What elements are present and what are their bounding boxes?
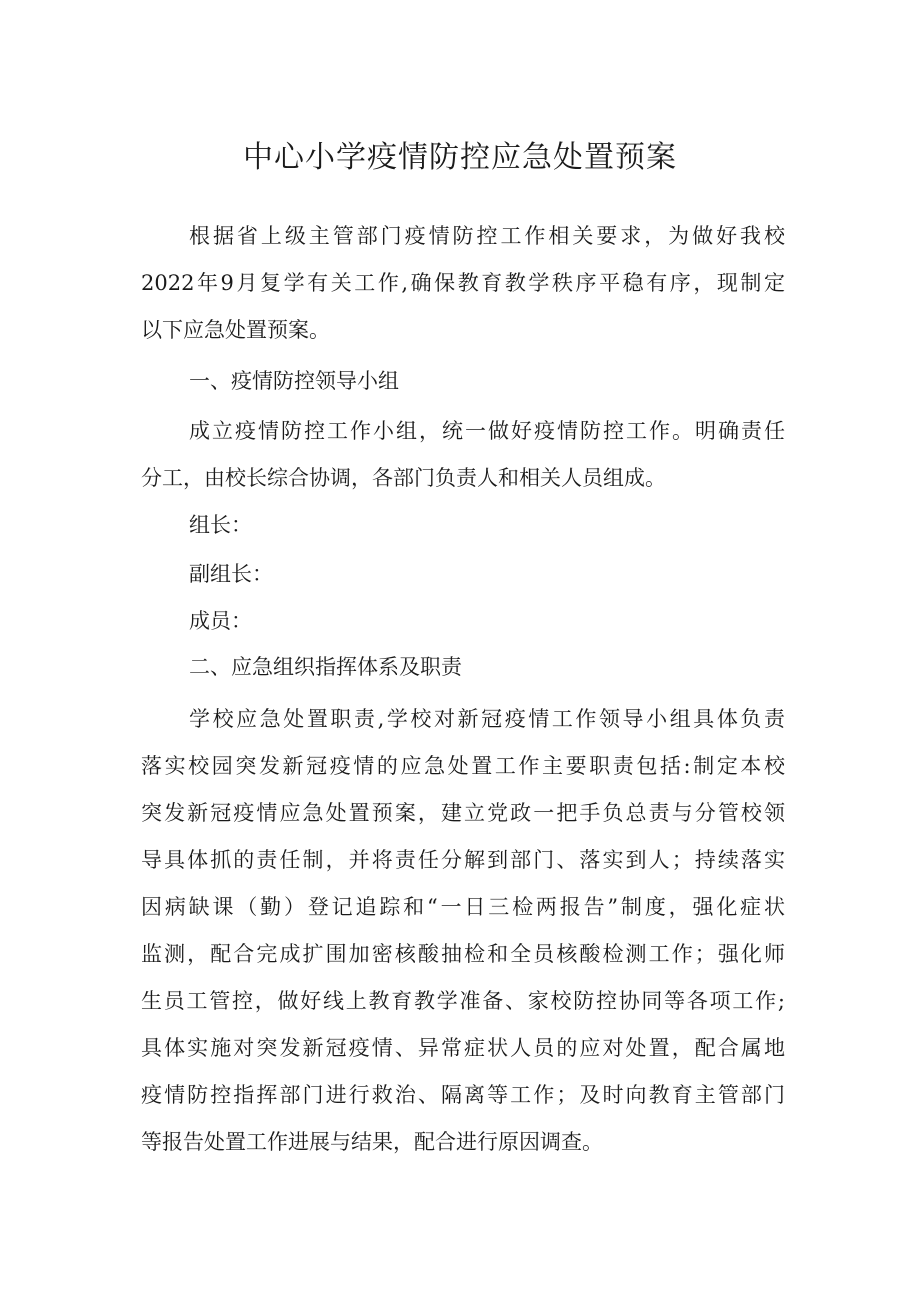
section2-line-3: 突发新冠疫情应急处置预案，建立党政一把手负总责与分管校领 (141, 801, 785, 825)
intro-paragraph (141, 213, 785, 354)
section2-paragraph (141, 696, 785, 1166)
intro-line-1: 根据省上级主管部门疫情防控工作相关要求，为做好我校 (189, 224, 785, 248)
section2-line-10: 等报告处置工作进展与结果，配合进行原因调查。 (141, 1130, 603, 1154)
section2-line-6: 监测，配合完成扩围加密核酸抽检和全员核酸检测工作；强化师 (141, 942, 785, 966)
section2-line-5: 因病缺课（勤）登记追踪和“一日三检两报告”制度，强化症状 (141, 895, 785, 919)
document-title: 中心小学疫情防控应急处置预案 (243, 140, 677, 175)
section1-line-2: 分工，由校长综合协调，各部门负责人和相关人员组成。 (141, 466, 666, 490)
section2-line-4: 导具体抓的责任制，并将责任分解到部门、落实到人；持续落实 (141, 848, 785, 872)
member-label: 成员： (189, 609, 252, 633)
section2-line-7: 生员工管控，做好线上教育教学准备、家校防控协同等各项工作; (141, 989, 785, 1013)
section1-paragraph (141, 408, 785, 502)
section2-line-2: 落实校园突发新冠疫情的应急处置工作主要职责包括:制定本校 (141, 754, 785, 778)
deputy-label: 副组长： (189, 562, 273, 586)
intro-line-2: 2022年9月复学有关工作,确保教育教学秩序平稳有序，现制定 (141, 271, 785, 295)
section1-line-1: 成立疫情防控工作小组，统一做好疫情防控工作。明确责任 (189, 419, 785, 443)
leader-label: 组长： (189, 513, 252, 537)
intro-line-3: 以下应急处置预案。 (141, 318, 330, 342)
section1-heading: 一、疫情防控领导小组 (189, 369, 399, 393)
section2-line-8: 具体实施对突发新冠疫情、异常症状人员的应对处置，配合属地 (141, 1036, 785, 1060)
section2-heading: 二、应急组织指挥体系及职责 (189, 655, 462, 679)
section2-line-1: 学校应急处置职责,学校对新冠疫情工作领导小组具体负责 (189, 707, 785, 731)
section2-line-9: 疫情防控指挥部门进行救治、隔离等工作；及时向教育主管部门 (141, 1083, 785, 1107)
